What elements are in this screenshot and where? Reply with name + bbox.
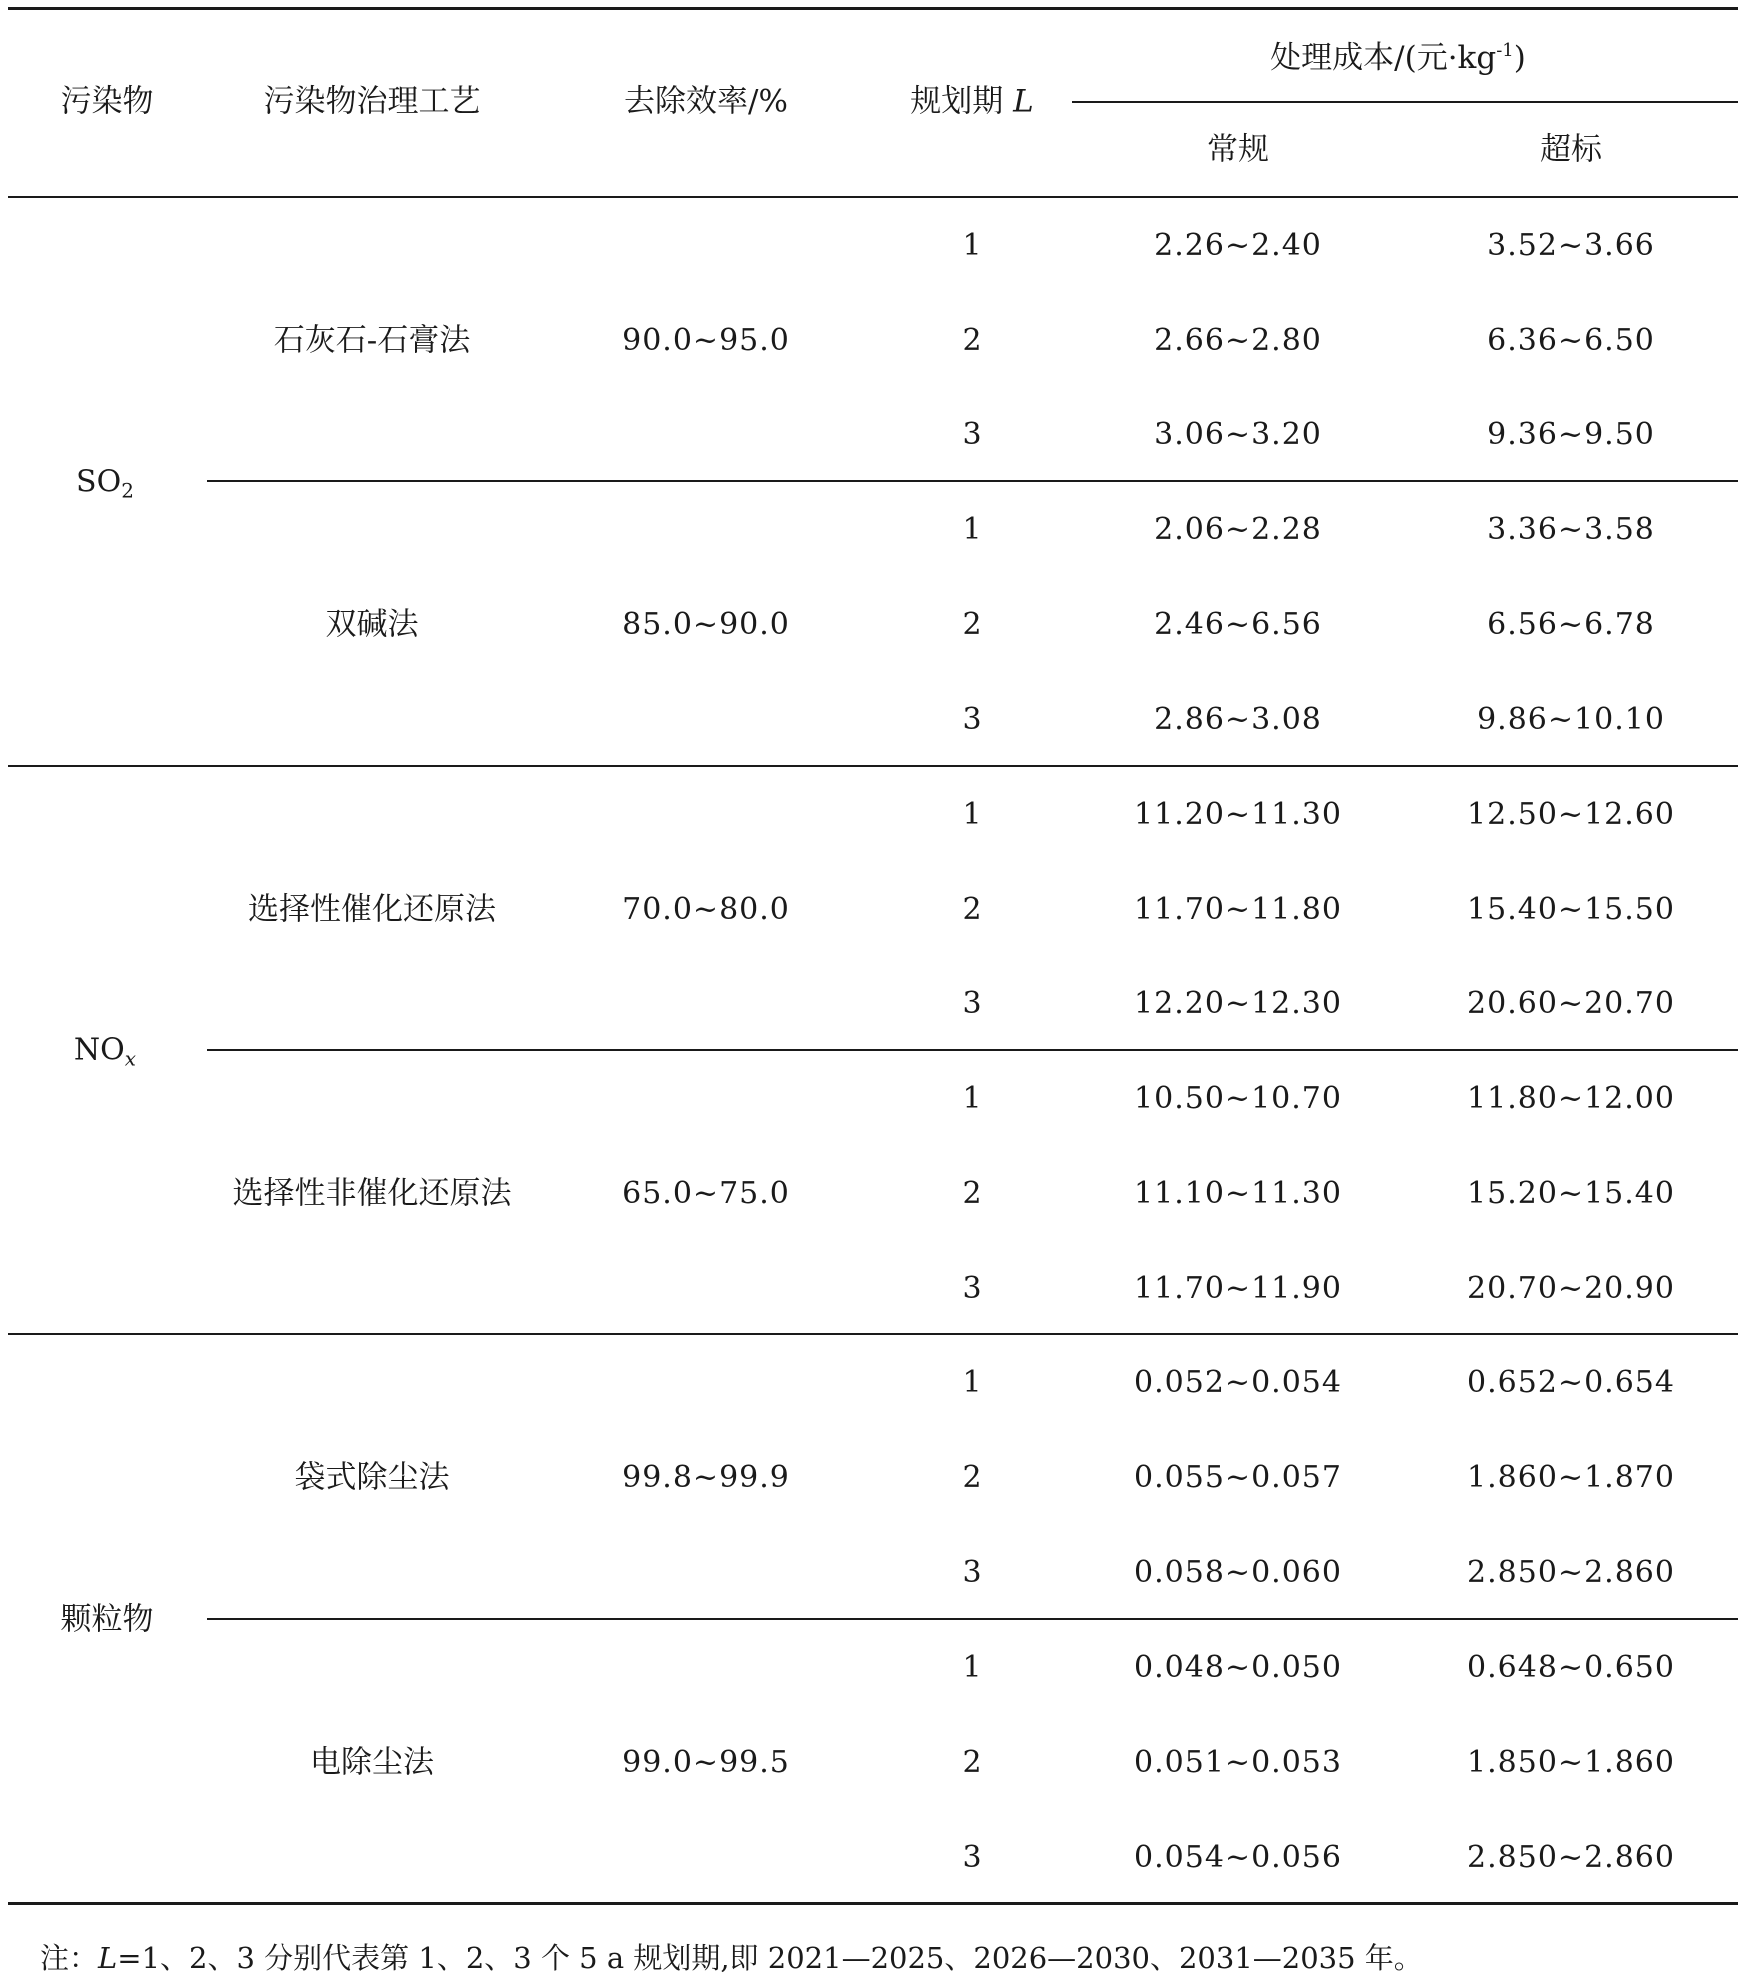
cost-normal-cell: 11.10~11.30: [1134, 1176, 1342, 1211]
cost-normal-cell: 11.70~11.90: [1134, 1271, 1342, 1306]
cost-normal-cell: 0.052~0.054: [1134, 1365, 1342, 1400]
header-cost-excess: 超标: [1540, 131, 1602, 168]
pollutant-pm: 颗粒物: [60, 1601, 154, 1638]
cost-normal-cell: 11.20~11.30: [1134, 797, 1342, 832]
cost-excess-cell: 2.850~2.860: [1467, 1555, 1675, 1590]
pollutant-so2-base: SO: [76, 464, 122, 500]
cost-excess-cell: 1.850~1.860: [1467, 1745, 1675, 1780]
cost-normal-cell: 2.86~3.08: [1154, 702, 1322, 737]
nox-process-divider: [207, 1049, 1738, 1051]
process-efficiency: 99.0~99.5: [622, 1745, 790, 1780]
period-cell: 1: [962, 512, 982, 547]
process-efficiency: 85.0~90.0: [622, 607, 790, 642]
period-cell: 2: [962, 892, 982, 927]
pollutant-nox-sub: x: [124, 1046, 137, 1071]
header-period-label: 规划期: [910, 83, 1004, 120]
cost-normal-cell: 0.048~0.050: [1134, 1650, 1342, 1685]
period-cell: 2: [962, 1176, 982, 1211]
process-name: 选择性催化还原法: [248, 891, 496, 928]
cost-normal-cell: 10.50~10.70: [1134, 1081, 1342, 1116]
process-name: 电除尘法: [310, 1744, 434, 1781]
pm-process-divider: [207, 1618, 1738, 1620]
cost-normal-cell: 11.70~11.80: [1134, 892, 1342, 927]
period-cell: 3: [962, 702, 982, 737]
period-cell: 2: [962, 1460, 982, 1495]
pollutant-nox: [73, 1032, 137, 1071]
footnote-text: =1、2、3 分别代表第 1、2、3 个 5 a 规划期,即 2021—2025、2026—2030、2031—2035 年。: [117, 1941, 1423, 1975]
header-period-var: L: [1013, 83, 1034, 120]
process-efficiency: 70.0~80.0: [622, 892, 790, 927]
footnote-prefix: 注：: [40, 1941, 99, 1975]
pollutant-so2-sub: 2: [121, 478, 134, 503]
top-rule: [8, 7, 1738, 10]
period-cell: 3: [962, 1555, 982, 1590]
process-name: 选择性非催化还原法: [232, 1175, 512, 1212]
cost-excess-cell: 9.86~10.10: [1477, 702, 1665, 737]
process-name: 袋式除尘法: [294, 1459, 450, 1496]
cost-excess-cell: 6.36~6.50: [1487, 323, 1655, 358]
process-efficiency: 90.0~95.0: [622, 323, 790, 358]
cost-excess-cell: 1.860~1.870: [1467, 1460, 1675, 1495]
period-cell: 1: [962, 228, 982, 263]
period-cell: 1: [962, 797, 982, 832]
cost-excess-cell: 11.80~12.00: [1467, 1081, 1675, 1116]
header-cost: [1270, 42, 1526, 74]
process-name: 双碱法: [325, 606, 419, 643]
period-cell: 2: [962, 1745, 982, 1780]
header-process: 污染物治理工艺: [263, 83, 481, 120]
cost-excess-cell: 12.50~12.60: [1467, 797, 1675, 832]
cost-normal-cell: 0.055~0.057: [1134, 1460, 1342, 1495]
cost-excess-cell: 0.648~0.650: [1467, 1650, 1675, 1685]
cost-excess-cell: 6.56~6.78: [1487, 607, 1655, 642]
period-cell: 3: [962, 1840, 982, 1875]
cost-excess-cell: 15.20~15.40: [1467, 1176, 1675, 1211]
period-cell: 2: [962, 323, 982, 358]
header-efficiency: 去除效率/%: [624, 83, 788, 120]
cost-normal-cell: 2.46~6.56: [1154, 607, 1322, 642]
cost-normal-cell: 0.058~0.060: [1134, 1555, 1342, 1590]
period-cell: 1: [962, 1650, 982, 1685]
cost-normal-cell: 0.054~0.056: [1134, 1840, 1342, 1875]
nox-group-divider: [8, 1333, 1738, 1335]
cost-normal-cell: 0.051~0.053: [1134, 1745, 1342, 1780]
process-name: 石灰石-石膏法: [273, 322, 471, 359]
cost-normal-cell: 2.66~2.80: [1154, 323, 1322, 358]
cost-normal-cell: 3.06~3.20: [1154, 417, 1322, 452]
period-cell: 3: [962, 986, 982, 1021]
cost-normal-cell: 2.26~2.40: [1154, 228, 1322, 263]
cost-normal-cell: 12.20~12.30: [1134, 986, 1342, 1021]
so2-process-divider: [207, 480, 1738, 482]
header-bottom-rule: [8, 196, 1738, 198]
cost-excess-cell: 20.70~20.90: [1467, 1271, 1675, 1306]
period-cell: 3: [962, 417, 982, 452]
period-cell: 1: [962, 1365, 982, 1400]
cost-excess-cell: 2.850~2.860: [1467, 1840, 1675, 1875]
cost-excess-cell: 9.36~9.50: [1487, 417, 1655, 452]
cost-excess-cell: 3.36~3.58: [1487, 512, 1655, 547]
cost-normal-cell: 2.06~2.28: [1154, 512, 1322, 547]
period-cell: 1: [962, 1081, 982, 1116]
header-cost-sup: -1: [1496, 40, 1514, 61]
footnote-var: L: [98, 1941, 118, 1975]
header-cost-normal: 常规: [1207, 131, 1269, 168]
cost-excess-cell: 15.40~15.50: [1467, 892, 1675, 927]
header-period: [910, 83, 1034, 120]
period-cell: 3: [962, 1271, 982, 1306]
period-cell: 2: [962, 607, 982, 642]
pollutant-so2: [76, 464, 134, 503]
process-efficiency: 99.8~99.9: [622, 1460, 790, 1495]
process-efficiency: 65.0~75.0: [622, 1176, 790, 1211]
cost-excess-cell: 0.652~0.654: [1467, 1365, 1675, 1400]
cost-excess-cell: 3.52~3.66: [1487, 228, 1655, 263]
pollutant-nox-base: NO: [73, 1032, 125, 1068]
header-pollutant: 污染物: [60, 83, 154, 120]
bottom-rule: [8, 1902, 1738, 1905]
cost-excess-cell: 20.60~20.70: [1467, 986, 1675, 1021]
so2-group-divider: [8, 765, 1738, 767]
table-footnote: [40, 1941, 1423, 1975]
header-cost-suffix: ): [1513, 40, 1526, 76]
cost-header-rule: [1072, 101, 1738, 103]
header-cost-prefix: 处理成本/(元·kg: [1270, 40, 1497, 76]
